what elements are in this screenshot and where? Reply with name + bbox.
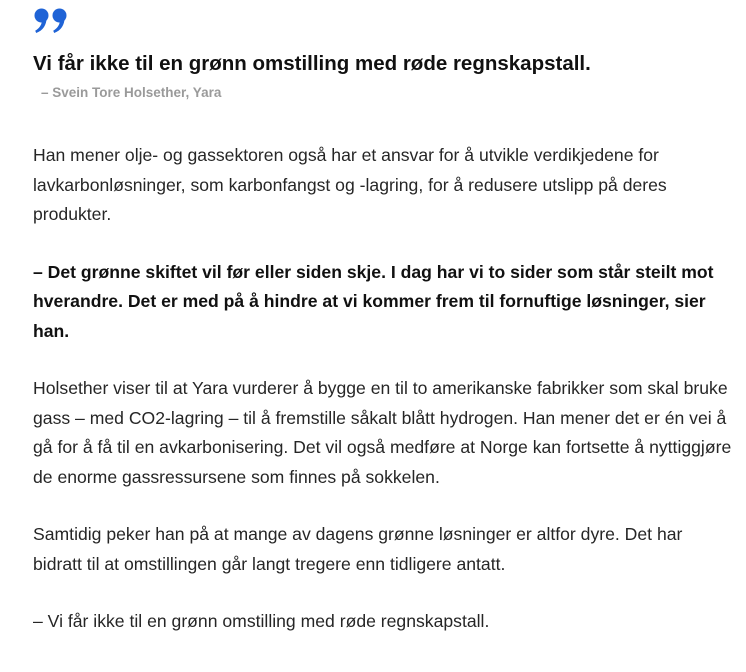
article-paragraph-quote: – Det grønne skiftet vil før eller siden skje. I dag har vi to sider som står steilt mot hverandre. Det er med på å hindre at vi kommer frem til fornuftige løsninger, sier han. <box>33 261 714 341</box>
pull-quote <box>33 8 723 102</box>
pull-quote-attribution: – Svein Tore Holsether, Yara <box>41 85 222 100</box>
article-paragraph: Samtidig peker han på at mange av dagens grønne løsninger er altfor dyre. Det har bidratt til at omstillingen går langt tregere enn tidligere antatt. <box>33 524 683 574</box>
pull-quote-text: Vi får ikke til en grønn omstilling med røde regnskapstall. <box>33 52 591 75</box>
article-body <box>33 141 733 665</box>
quote-icon <box>34 8 68 34</box>
article-paragraph: Holsether viser til at Yara vurderer å bygge en til to amerikanske fabrikker som skal bruke gass – med CO2-lagring – til å fremstille såkalt blått hydrogen. Han mener det er én vei å gå for å få til en avkarbonisering. Det vil også medføre at Norge kan fortsette å nyttiggjøre de enorme gassressursene som finnes på sokkelen. <box>33 378 732 487</box>
article-paragraph: – Vi får ikke til en grønn omstilling med røde regnskapstall. <box>33 611 490 631</box>
article-paragraph: Han mener olje- og gassektoren også har et ansvar for å utvikle verdikjedene for lavkarbonløsninger, som karbonfangst og -lagring, for å redusere utslipp på deres produkter. <box>33 145 667 224</box>
